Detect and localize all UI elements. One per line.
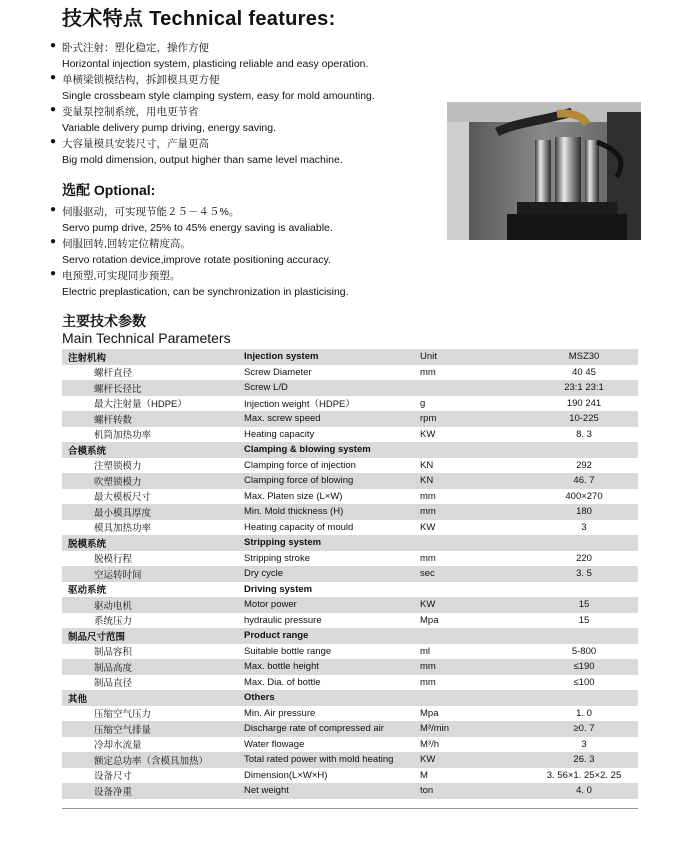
param-unit (420, 582, 530, 598)
param-name-en: Min. Air pressure (244, 706, 420, 722)
optional-list (50, 204, 450, 300)
param-unit: mm (420, 551, 530, 567)
param-value (530, 628, 638, 644)
param-unit: KW (420, 597, 530, 613)
param-name-zh: 其他 (62, 690, 244, 706)
param-name-en: Max. bottle height (244, 659, 420, 675)
param-name-zh: 制品容积 (62, 644, 244, 660)
params-title (62, 313, 231, 347)
table-row (62, 458, 638, 474)
param-value: 46. 7 (530, 473, 638, 489)
feature-item (50, 136, 430, 168)
param-name-en: Screw Diameter (244, 365, 420, 381)
feature-en: Horizontal injection system, plasticing reliable and easy operation. (62, 58, 369, 70)
optional-zh: 电预塑,可实现同步预塑。 (62, 270, 181, 282)
optional-title-colon: : (150, 182, 156, 198)
param-unit: sec (420, 566, 530, 582)
bullet-icon: ● (50, 136, 57, 147)
param-name-zh: 螺杆直径 (62, 365, 244, 381)
param-value: 40 45 (530, 365, 638, 381)
param-value: 5-800 (530, 644, 638, 660)
title-en: Technical features (149, 8, 329, 30)
optional-title-en: Optional (93, 182, 151, 198)
param-name-en: Suitable bottle range (244, 644, 420, 660)
table-row (62, 675, 638, 691)
param-unit (420, 690, 530, 706)
param-name-zh: 设备尺寸 (62, 768, 244, 784)
table-row (62, 706, 638, 722)
param-value: 292 (530, 458, 638, 474)
optional-item (50, 204, 450, 236)
table-row (62, 520, 638, 536)
param-name-zh: 额定总功率（含模具加热） (62, 752, 244, 768)
param-value: MSZ30 (530, 349, 638, 365)
param-unit: KN (420, 458, 530, 474)
param-value: ≥0. 7 (530, 721, 638, 737)
table-section-row (62, 582, 638, 598)
param-unit: rpm (420, 411, 530, 427)
param-value: 3 (530, 737, 638, 753)
param-unit: M (420, 768, 530, 784)
title-zh: 技术特点 (62, 8, 144, 30)
table-row (62, 721, 638, 737)
param-value (530, 582, 638, 598)
param-unit: g (420, 396, 530, 412)
param-name-en: Product range (244, 628, 420, 644)
feature-zh: 卧式注射：塑化稳定，操作方便 (62, 42, 209, 54)
param-unit: M³/min (420, 721, 530, 737)
param-name-en: Heating capacity of mould (244, 520, 420, 536)
param-name-en: Driving system (244, 582, 420, 598)
table-row (62, 644, 638, 660)
param-value: 23:1 23:1 (530, 380, 638, 396)
table-row (62, 380, 638, 396)
table-section-row (62, 442, 638, 458)
table-section-row (62, 628, 638, 644)
feature-zh: 大容量模具安装尺寸，产量更高 (62, 138, 209, 150)
param-name-zh: 注射机构 (62, 349, 244, 365)
feature-en: Big mold dimension, output higher than same level machine. (62, 154, 343, 166)
param-name-zh: 注塑锁模力 (62, 458, 244, 474)
param-value: 400×270 (530, 489, 638, 505)
bullet-icon: ● (50, 204, 57, 215)
table-row (62, 613, 638, 629)
param-name-zh: 系统压力 (62, 613, 244, 629)
bullet-icon: ● (50, 268, 57, 279)
param-name-en: Screw L/D (244, 380, 420, 396)
param-value: 3. 5 (530, 566, 638, 582)
params-table (62, 349, 638, 799)
title-colon: : (328, 8, 336, 30)
param-name-en: hydraulic pressure (244, 613, 420, 629)
param-name-zh: 制品直径 (62, 675, 244, 691)
table-section-row (62, 535, 638, 551)
param-unit: ml (420, 644, 530, 660)
param-name-zh: 螺杆转数 (62, 411, 244, 427)
param-name-zh: 制品高度 (62, 659, 244, 675)
param-unit (420, 535, 530, 551)
table-row (62, 489, 638, 505)
param-value: 190 241 (530, 396, 638, 412)
section-title-technical-features (62, 2, 336, 31)
param-name-en: Max. Dia. of bottle (244, 675, 420, 691)
param-name-en: Dimension(L×W×H) (244, 768, 420, 784)
table-row (62, 427, 638, 443)
param-name-zh: 模具加热功率 (62, 520, 244, 536)
param-name-zh: 合模系统 (62, 442, 244, 458)
table-row (62, 473, 638, 489)
param-name-en: Max. screw speed (244, 411, 420, 427)
machine-photo (447, 102, 641, 240)
optional-en: Servo pump drive, 25% to 45% energy saving is avaliable. (62, 222, 333, 234)
param-unit: M³/h (420, 737, 530, 753)
params-title-zh: 主要技术参数 (62, 313, 146, 329)
param-unit: mm (420, 504, 530, 520)
param-name-en: Stripping system (244, 535, 420, 551)
table-section-row (62, 690, 638, 706)
feature-zh: 变量泵控制系统，用电更节省 (62, 106, 199, 118)
param-name-zh: 压缩空气排量 (62, 721, 244, 737)
param-unit (420, 628, 530, 644)
param-value: ≤190 (530, 659, 638, 675)
param-name-en: Min. Mold thickness (H) (244, 504, 420, 520)
machine-photo-graphic (447, 102, 641, 240)
optional-item (50, 268, 450, 300)
feature-item (50, 72, 430, 104)
param-value: 4. 0 (530, 783, 638, 799)
table-row (62, 551, 638, 567)
param-unit: mm (420, 659, 530, 675)
params-table-body (62, 349, 638, 799)
bullet-icon: ● (50, 40, 57, 51)
table-row (62, 768, 638, 784)
param-name-zh: 空运转时间 (62, 566, 244, 582)
feature-item (50, 40, 430, 72)
param-unit: ton (420, 783, 530, 799)
param-unit (420, 442, 530, 458)
param-value: 26. 3 (530, 752, 638, 768)
param-value (530, 690, 638, 706)
param-name-zh: 机筒加热功率 (62, 427, 244, 443)
param-name-zh: 冷却水流量 (62, 737, 244, 753)
param-value (530, 535, 638, 551)
param-name-zh: 最大注射量（HDPE） (62, 396, 244, 412)
optional-en: Electric preplastication, can be synchronization in plasticising. (62, 286, 349, 298)
table-row (62, 752, 638, 768)
param-value (530, 442, 638, 458)
param-name-en: Motor power (244, 597, 420, 613)
param-value: 220 (530, 551, 638, 567)
optional-title (62, 180, 155, 200)
feature-zh: 单横梁锁模结构，拆卸模具更方便 (62, 74, 220, 86)
param-name-en: Injection weight（HDPE） (244, 396, 420, 412)
param-name-en: Others (244, 690, 420, 706)
param-value: 15 (530, 613, 638, 629)
optional-zh: 伺服回转,回转定位精度高。 (62, 238, 191, 250)
param-name-zh: 螺杆长径比 (62, 380, 244, 396)
param-unit: mm (420, 365, 530, 381)
param-name-zh: 脱模系统 (62, 535, 244, 551)
optional-zh: 伺服驱动，可实现节能２５－４５%。 (62, 206, 240, 218)
param-name-en: Clamping & blowing system (244, 442, 420, 458)
table-row (62, 737, 638, 753)
param-value: 3 (530, 520, 638, 536)
param-value: 1. 0 (530, 706, 638, 722)
table-row (62, 396, 638, 412)
param-unit: Mpa (420, 613, 530, 629)
table-row (62, 411, 638, 427)
param-name-en: Heating capacity (244, 427, 420, 443)
param-name-zh: 脱模行程 (62, 551, 244, 567)
param-value: 10-225 (530, 411, 638, 427)
param-unit: KW (420, 427, 530, 443)
param-unit: Mpa (420, 706, 530, 722)
optional-en: Servo rotation device,improve rotate positioning accuracy. (62, 254, 331, 266)
param-name-en: Dry cycle (244, 566, 420, 582)
table-row (62, 659, 638, 675)
table-row (62, 566, 638, 582)
table-section-row (62, 349, 638, 365)
param-name-en: Clamping force of blowing (244, 473, 420, 489)
optional-item (50, 236, 450, 268)
table-row (62, 597, 638, 613)
param-name-en: Net weight (244, 783, 420, 799)
param-value: 180 (530, 504, 638, 520)
param-name-en: Clamping force of injection (244, 458, 420, 474)
param-unit: KN (420, 473, 530, 489)
bullet-icon: ● (50, 72, 57, 83)
param-unit: mm (420, 675, 530, 691)
feature-item (50, 104, 430, 136)
param-name-zh: 制品尺寸范围 (62, 628, 244, 644)
param-value: ≤100 (530, 675, 638, 691)
bullet-icon: ● (50, 236, 57, 247)
param-name-en: Max. Platen size (L×W) (244, 489, 420, 505)
param-name-en: Total rated power with mold heating (244, 752, 420, 768)
features-list (50, 40, 430, 168)
params-title-en: Main Technical Parameters (62, 330, 231, 346)
optional-title-zh: 选配 (62, 182, 90, 198)
param-name-zh: 驱动系统 (62, 582, 244, 598)
param-unit: KW (420, 752, 530, 768)
param-name-en: Discharge rate of compressed air (244, 721, 420, 737)
table-row (62, 783, 638, 799)
param-unit (420, 380, 530, 396)
param-name-zh: 设备净重 (62, 783, 244, 799)
feature-en: Variable delivery pump driving, energy saving. (62, 122, 276, 134)
param-name-zh: 最小模具厚度 (62, 504, 244, 520)
feature-en: Single crossbeam style clamping system, easy for mold amounting. (62, 90, 375, 102)
param-unit: Unit (420, 349, 530, 365)
param-name-en: Stripping stroke (244, 551, 420, 567)
param-value: 8. 3 (530, 427, 638, 443)
param-unit: KW (420, 520, 530, 536)
param-value: 15 (530, 597, 638, 613)
param-value: 3. 56×1. 25×2. 25 (530, 768, 638, 784)
table-bottom-divider (62, 808, 638, 809)
param-name-zh: 驱动电机 (62, 597, 244, 613)
table-row (62, 504, 638, 520)
param-name-zh: 压缩空气压力 (62, 706, 244, 722)
param-unit: mm (420, 489, 530, 505)
param-name-en: Water flowage (244, 737, 420, 753)
param-name-zh: 吹塑锁模力 (62, 473, 244, 489)
table-row (62, 365, 638, 381)
param-name-zh: 最大模板尺寸 (62, 489, 244, 505)
bullet-icon: ● (50, 104, 57, 115)
param-name-en: Injection system (244, 349, 420, 365)
